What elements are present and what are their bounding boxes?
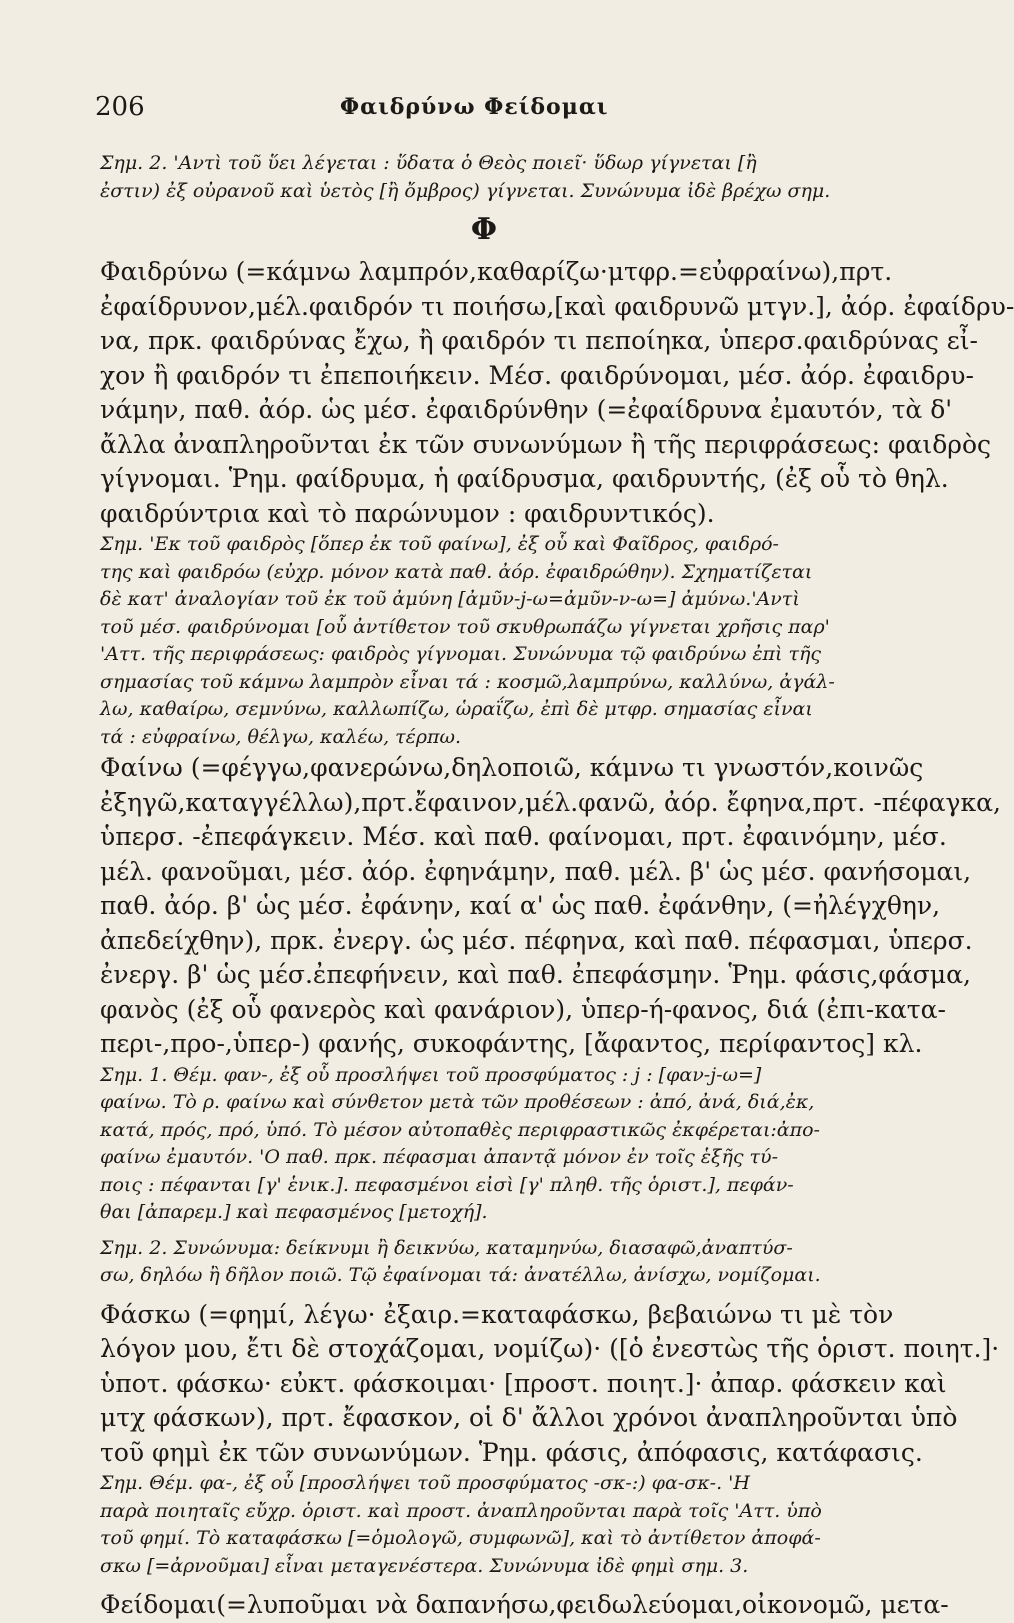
note-line: σκω [=ἀρνοῦμαι] εἶναι μεταγενέστερα. Συνώνυμα ἰδὲ φημὶ σημ. 3. (100, 1554, 749, 1577)
entry-line: παθ. ἀόρ. β' ὡς μέσ. ἐφάνην, καί α' ὡς παθ. ἐφάνθην, (=ἠλέγχθην, (100, 891, 941, 920)
entry-line: ὑποτ. φάσκω· εὐκτ. φάσκοιμαι· [προστ. ποιητ.]· ἀπαρ. φάσκειν καὶ (100, 1368, 947, 1398)
note-line: δὲ κατ' ἀναλογίαν τοῦ ἐκ τοῦ ἀμύνη [ἀμῦν-j-ω=ἀμῦν-ν-ω=] ἀμύνω.'Αντὶ (100, 588, 800, 610)
entry-line: ἄλλα ἀναπληροῦνται ἐκ τῶν συνωνύμων ἢ τῆς περιφράσεως: φαιδρὸς (100, 429, 992, 459)
spacer (100, 1227, 868, 1235)
running-head: Φαιδρύνω Φείδομαι (340, 94, 609, 120)
entry-line: φανὸς (ἐξ οὗ φανερὸς καὶ φανάριον), ὑπερ-ή-φανος, διά (ἐπι-κατα- (100, 994, 946, 1024)
entry-line: να, πρκ. φαιδρύνας ἔχω, ἢ φαιδρόν τι πεποίηκα, ὑπερσ.φαιδρύνας εἶ- (100, 326, 978, 355)
entry-line: περι-,προ-,ὑπερ-) φανής, συκοφάντης, [ἄφαντος, περίφαντος] κλ. (100, 1029, 923, 1058)
note-line: σω, δηλόω ἢ δῆλον ποιῶ. Τῷ ἐφαίνομαι τά: ἀνατέλλω, ἀνίσχω, νομίζομαι. (100, 1264, 821, 1286)
entry-line: ἐνεργ. β' ὡς μέσ.ἐπεφήνειν, καὶ παθ. ἐπεφάσμην. Ῥημ. φάσις,φάσμα, (100, 960, 971, 989)
note-line: φαίνω ἐμαυτόν. 'Ο παθ. πρκ. πέφασμαι ἀπαντᾷ μόνον ἐν τοῖς ἑξῆς τύ- (100, 1146, 779, 1168)
entry-line: Φάσκω (=φημί, λέγω· ἐξαιρ.=καταφάσκω, βεβαιώνω τι μὲ τὸν (100, 1299, 894, 1329)
note-line: Σημ. 2. Συνώνυμα: δείκνυμι ἢ δεικνύω, καταμηνύω, διασαφῶ,ἀναπτύσ- (100, 1236, 793, 1259)
note-line: τοῦ μέσ. φαιδρύνομαι [οὗ ἀντίθετον τοῦ σκυθρωπάζω γίγνεται χρῆσις παρ' (100, 615, 830, 638)
entry-line: ἐξηγῶ,καταγγέλλω),πρτ.ἔφαινον,μέλ.φανῶ, ἀόρ. ἔφηνα,πρτ. -πέφαγκα, (100, 787, 1001, 817)
note-line: Σημ. 'Εκ τοῦ φαιδρὸς [ὅπερ ἐκ τοῦ φαίνω], ἐξ οὗ καὶ Φαῖδρος, φαιδρό- (100, 533, 779, 555)
page-header (95, 92, 872, 132)
entry-line: μτχ φάσκων), πρτ. ἔφασκον, οἱ δ' ἄλλοι χρόνοι ἀναπληροῦνται ὑπὸ (100, 1403, 958, 1432)
note-line: κατά, πρός, πρό, ὑπό. Τὸ μέσον αὐτοπαθὲς περιφραστικῶς ἐκφέρεται:ἀπο- (100, 1118, 820, 1141)
entry-line: λόγον μου, ἔτι δὲ στοχάζομαι, νομίζω)· ([ὁ ἐνεστὼς τῆς ὁριστ. ποιητ.]· (100, 1334, 1000, 1363)
entry-line: Φείδομαι(=λυποῦμαι νὰ δαπανήσω,φειδωλεύομαι,οἰκονομῶ, μετα- (100, 1590, 949, 1619)
entry-line: ὑπερσ. -ἐπεφάγκειν. Μέσ. καὶ παθ. φαίνομαι, πρτ. ἐφαινόμην, μέσ. (100, 822, 947, 851)
note-line: ποις : πέφανται [γ' ἑνικ.]. πεφασμένοι εἰσὶ [γ' πληθ. τῆς ὁριστ.], πεφάν- (100, 1173, 794, 1196)
entry-line: τοῦ φημὶ ἐκ τῶν συνωνύμων. Ῥημ. φάσις, ἀπόφασις, κατάφασις. (100, 1437, 923, 1467)
note-line: φαίνω. Τὸ ρ. φαίνω καὶ σύνθετον μετὰ τῶν προθέσεων : ἀπό, ἀνά, διά,ἐκ, (100, 1091, 815, 1113)
note-line: τοῦ φημί. Τὸ καταφάσκω [=ὁμολογῶ, συμφωνῶ], καὶ τὸ ἀντίθετον ἀποφά- (100, 1527, 821, 1549)
spacer (100, 1290, 868, 1298)
entry-line: χον ἢ φαιδρόν τι ἐπεποιήκειν. Μέσ. φαιδρύνομαι, μέσ. ἀόρ. ἐφαιδρυ- (100, 360, 974, 390)
note-line: Σημ. Θέμ. φα-, ἐξ οὗ [προσλήψει τοῦ προσφύματος -σκ-:) φα-σκ-. 'Η (100, 1472, 750, 1494)
note-line: Σημ. 1. Θέμ. φαν-, ἐξ οὗ προσλήψει τοῦ προσφύματος : j : [φαν-j-ω=] (100, 1063, 762, 1086)
entry-line: γίγνομαι. Ῥημ. φαίδρυμα, ἡ φαίδρυσμα, φαιδρυντής, (ἐξ οὗ τὸ θηλ. (100, 464, 949, 493)
note-line: Σημ. 2. 'Αντὶ τοῦ ὕει λέγεται : ὕδατα ὁ Θεὸς ποιεῖ· ὕδωρ γίγνεται [ἢ (100, 152, 757, 174)
entry-line: νάμην, παθ. ἀόρ. ὡς μέσ. ἐφαιδρύνθην (=ἐφαίδρυνα ἐμαυτόν, τὰ δ' (100, 395, 953, 424)
spacer (100, 1580, 868, 1588)
entry-line: μέλ. φανοῦμαι, μέσ. ἀόρ. ἐφηνάμην, παθ. μέλ. β' ὡς μέσ. φανήσομαι, (100, 856, 972, 886)
note-line: παρὰ ποιηταῖς εὔχρ. ὁριστ. καὶ προστ. ἀναπληροῦνται παρὰ τοῖς 'Αττ. ὑπὸ (100, 1499, 822, 1522)
note-line: 'Αττ. τῆς περιφράσεως: φαιδρὸς γίγνομαι. Συνώνυμα τῷ φαιδρύνω ἐπὶ τῆς (100, 643, 822, 665)
note-line: της καὶ φαιδρόω (εὐχρ. μόνον κατὰ παθ. ἀόρ. ἐφαιδρώθην). Σχηματίζεται (100, 560, 813, 583)
entry-line: φαιδρύντρια καὶ τὸ παρώνυμον : φαιδρυντικός). (100, 498, 715, 528)
entry-line: Φαίνω (=φέγγω,φανερώνω,δηλοποιῶ, κάμνω τι γνωστόν,κοινῶς (100, 753, 924, 782)
page-body (100, 150, 1014, 1623)
section-letter: Φ (470, 212, 498, 247)
note-line: ἐστιν) ἐξ οὐρανοῦ καὶ ὑετὸς [ἢ ὄμβρος) γίγνεται. Συνώνυμα ἰδὲ βρέχω σημ. (100, 179, 831, 202)
note-line: σημασίας τοῦ κάμνω λαμπρὸν εἶναι τά : κοσμῶ,λαμπρύνω, καλλύνω, ἀγάλ- (100, 670, 835, 693)
note-line: τά : εὐφραίνω, θέλγω, καλέω, τέρπω. (100, 725, 462, 748)
note-line: λω, καθαίρω, σεμνύνω, καλλωπίζω, ὡραΐζω, ἐπὶ δὲ μτφρ. σημασίας εἶναι (100, 698, 813, 720)
note-line: θαι [ἀπαρεμ.] καὶ πεφασμένος [μετοχή]. (100, 1201, 488, 1223)
entry-line: ἀπεδείχθην), πρκ. ἐνεργ. ὡς μέσ. πέφηνα, καὶ παθ. πέφασμαι, ὑπερσ. (100, 925, 973, 955)
page-number: 206 (95, 92, 145, 122)
entry-line: ἐφαίδρυνον,μέλ.φαιδρόν τι ποιήσω,[καὶ φαιδρυνῶ μτγν.], ἀόρ. ἐφαίδρυ- (100, 291, 1014, 321)
entry-line: Φαιδρύνω (=κάμνω λαμπρόν,καθαρίζω·μτφρ.=εὐφραίνω),πρτ. (100, 257, 893, 286)
